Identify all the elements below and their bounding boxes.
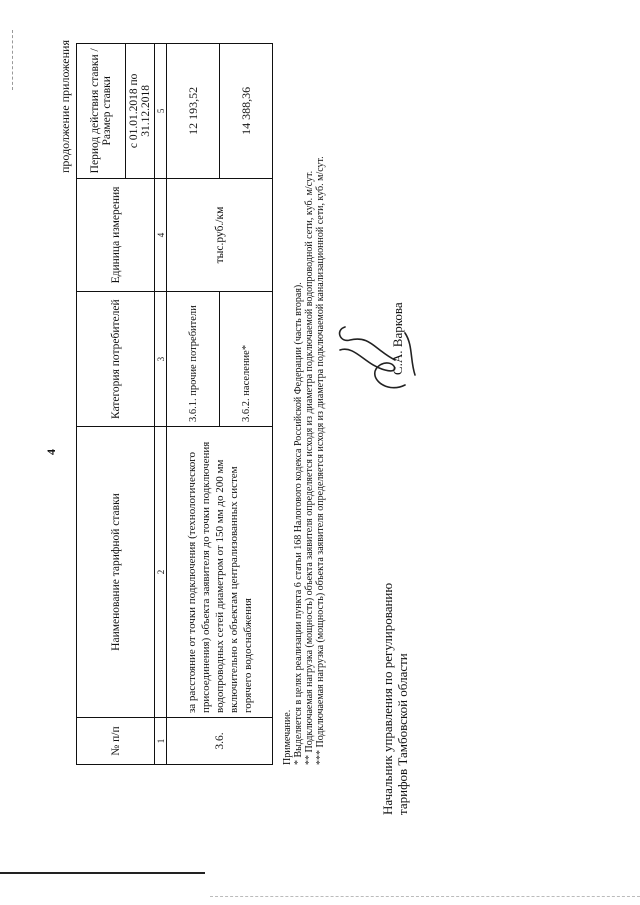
- table-row: [167, 44, 220, 765]
- signatory-name: С.А. Варкова: [390, 302, 405, 375]
- col-number: 3: [155, 292, 167, 427]
- notes-title: Примечание.: [282, 709, 293, 765]
- row-value: 12 193,52: [167, 44, 220, 179]
- signatory-position: [380, 583, 410, 815]
- scan-edge-marks: [12, 30, 17, 90]
- col-number: 5: [155, 44, 167, 179]
- tariff-table: [76, 43, 273, 765]
- row-name: за расстояние от точки подключения (технологического присоединения) объекта заявителя до точки подключения водопроводных сетей диаметром от 150 мм до 200 мм включительно к объектам централизованных систем горячего водоснабжения: [167, 426, 273, 717]
- note-item: *** Подключаемая нагрузка (мощность) объекта заявителя определяется исходя из диаметра подключаемой канализационной сети, куб. м/сут.: [315, 156, 326, 765]
- period-subheader: с 01.01.2018 по 31.12.2018: [126, 44, 155, 179]
- header-unit: Единица измерения: [77, 178, 155, 292]
- header-period: Период действия ставки /Размер ставки: [77, 44, 126, 179]
- rotated-page: [20, 30, 620, 875]
- handwritten-signature: [325, 315, 425, 405]
- row-unit: тыс.руб./км: [167, 178, 273, 292]
- header-row: [77, 44, 126, 765]
- col-number: 4: [155, 178, 167, 292]
- row-num: 3.6.: [167, 718, 273, 765]
- col-number: 1: [155, 718, 167, 765]
- column-numbers-row: [155, 44, 167, 765]
- scan-edge-marks: [210, 896, 640, 898]
- note-item: * Выделяется в целях реализации пункта 6 статьи 168 Налогового кодекса Российской Федерации (часть вторая).: [293, 282, 304, 765]
- col-number: 2: [155, 426, 167, 717]
- notes-block: [282, 45, 326, 765]
- header-category: Категория потребителей: [77, 292, 155, 427]
- scan-edge-line: [0, 872, 205, 874]
- page-number: 4: [44, 449, 58, 455]
- header-num: № п/п: [77, 718, 155, 765]
- row-value: 14 388,36: [220, 44, 273, 179]
- note-item: ** Подключаемая нагрузка (мощность) объекта заявителя определяется исходя из диаметра подключаемой водопроводной сети, куб. м/сут.: [304, 170, 315, 765]
- row-category: 3.6.2. население*: [220, 292, 273, 427]
- position-line: Начальник управления по регулированию: [380, 582, 395, 815]
- row-category: 3.6.1. прочие потребители: [167, 292, 220, 427]
- position-line: тарифов Тамбовской области: [395, 653, 410, 815]
- header-name: Наименование тарифной ставки: [77, 426, 155, 717]
- continuation-label: продолжение приложения: [58, 40, 72, 173]
